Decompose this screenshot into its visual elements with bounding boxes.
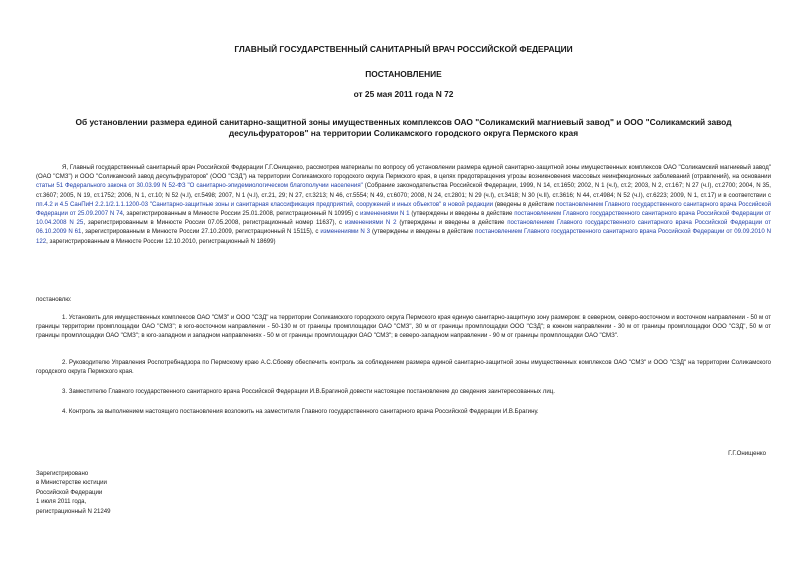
- preamble-text: , зарегистрированным в Минюсте России 12.10.2010, регистрационный N 18699): [46, 237, 276, 245]
- resolution-item-1: 1. Установить для имущественных комплексов ОАО "СМЗ" и ООО "СЗД" на территории Соликамского городского округа Пермского края единую санитарно-защитную зону размером: в северном, северо-восточном и восточном направлении - 50 м от границы территории промплощадки ОАО "СМЗ"; в юго-восточном направлении - 50-130 м от границы промплощадки ОАО "СМЗ", 30 м от границы промплощадки ООО "СЗД"; в южном направлении - 30 м от границы промплощадки ООО "СЗД", 50 м от границы промплощадки ОАО "СМЗ"; в юго-западном и западном направлениях - 50 м от границы промплощадки ОАО "СМЗ"; в северо-западном направлении - 90 м от границы промплощадки ОАО "СМЗ".: [36, 314, 771, 340]
- registration-line: Зарегистрировано: [36, 470, 89, 477]
- preamble-text: , зарегистрированным в Минюсте России 07.05.2008, регистрационный номер 11637), с: [83, 219, 345, 227]
- registration-line: регистрационный N 21249: [36, 507, 111, 515]
- resolution-61-link[interactable]: постановлением Главного государственного санитарного врача Российской Федерации от 06.10.2009 N 61: [36, 219, 771, 236]
- registration-line: 1 июля 2011 года,: [36, 498, 87, 506]
- resolution-item-4: 4. Контроль за выполнением настоящего постановления возложить на заместителя Главного государственного санитарного врача Российской Федерации И.В.Брагину.: [62, 408, 539, 415]
- registration-line: Российской Федерации: [36, 488, 103, 496]
- preamble-text: (Собрание законодательства Российской Федерации, 1999, N 14, ст.1650; 2002, N 1 (ч.I), ст.2; 2003, N 2, ст.167; N 27 (ч.I), ст.2700; 2004, N 35, ст.3607; 2005, N 19, ст.1752; 2006, N 1, ст.10; N 52 (ч.I), ст.5498; 2007, N 1 (ч.I), ст.21, 29; N 27, ст.3213; N 46, ст.5554; N 49, ст.6070; 2008, N 24, ст.2801; N 29 (ч.I), ст.3418; N 30 (ч.II), ст.3616; N 44, ст.4984; N 52 (ч.I), ст.6223; 2009, N 1, ст.17) и в соответствии с: [36, 182, 771, 199]
- registration-block: [36, 469, 236, 516]
- document-type: ПОСТАНОВЛЕНИЕ: [365, 69, 442, 79]
- signature: Г.Г.Онищенко: [728, 450, 766, 457]
- resolution-25-link[interactable]: постановлением Главного государственного санитарного врача Российской Федерации от 10.04.2008 N 25: [36, 210, 772, 227]
- preamble-text: , зарегистрированным в Минюсте России 25.01.2008, регистрационный N 10995) с: [122, 210, 360, 218]
- resolution-item-3: 3. Заместителю Главного государственного санитарного врача Российской Федерации И.В.Брагиной довести настоящее постановление до сведения заинтересованных лиц.: [62, 388, 555, 395]
- amendments-3-link[interactable]: изменениями N 3: [320, 228, 371, 236]
- registration-line: в Министерстве юстиции: [36, 479, 107, 487]
- resolution-74-link[interactable]: постановлением Главного государственного санитарного врача Российской Федерации от 25.09.2007 N 74: [36, 200, 771, 218]
- preamble-paragraph: [36, 163, 771, 246]
- preamble-text: (утверждены и введены в действие: [396, 219, 508, 227]
- document-title: Об установлении размера единой санитарно-защитной зоны имущественных комплексов ОАО "Соликамский магниевый завод" и ООО "Соликамский завод десульфураторов" на территории Соликамского городского округа Пермского края: [75, 117, 732, 138]
- resolution-122-link[interactable]: постановлением Главного государственного санитарного врача Российской Федерации от 09.09.2010 N 122: [36, 228, 771, 245]
- law-link[interactable]: статьи 51 Федерального закона от 30.03.99 N 52-ФЗ "О санитарно-эпидемиологическом благополучии населения": [36, 182, 363, 190]
- amendments-2-link[interactable]: изменениями N 2: [344, 219, 397, 227]
- resolves-label: постановлю:: [36, 296, 72, 303]
- preamble-text: (утверждены и введены в действие: [370, 228, 476, 236]
- preamble-text: , зарегистрированным в Минюсте России 27.10.2009, регистрационный N 15115), с: [81, 228, 321, 236]
- document-date-number: от 25 мая 2011 года N 72: [353, 89, 454, 99]
- preamble-text: (утверждены и введены в действие: [409, 210, 515, 218]
- resolution-item-2: 2. Руководителю Управления Роспотребнадзора по Пермскому краю А.С.Сбоеву обеспечить контроль за соблюдением размера единой санитарно-защитной зоны имущественных комплексов ОАО "СМЗ" и ООО "СЗД" на территории Соликамского городского округа Пермского края.: [36, 359, 771, 376]
- sanpin-link[interactable]: пп.4.2 и 4.5 СанПиН 2.2.1/2.1.1.1200-03 "Санитарно-защитные зоны и санитарная классификация предприятий, сооружений и иных объектов" в новой редакции: [36, 200, 494, 208]
- preamble-text: (введены в действие: [493, 200, 557, 208]
- amendments-1-link[interactable]: изменениями N 1: [359, 210, 410, 218]
- preamble-text: Я, Главный государственный санитарный врач Российской Федерации Г.Г.Онищенко, рассмотрев материалы по вопросу об установлении размера единой санитарно-защитной зоны имущественных комплексов ОАО "Соликамский магниевый завод" (ОАО "СМЗ") и ООО "Соликамский завод десульфураторов" (ООО "СЗД") на территории Соликамского городского округа Пермского края, в целях предотвращения угрозы возникновения массовых неинфекционных заболеваний (отравлений), на основании: [36, 164, 771, 181]
- issuing-authority: ГЛАВНЫЙ ГОСУДАРСТВЕННЫЙ САНИТАРНЫЙ ВРАЧ РОССИЙСКОЙ ФЕДЕРАЦИИ: [234, 44, 573, 54]
